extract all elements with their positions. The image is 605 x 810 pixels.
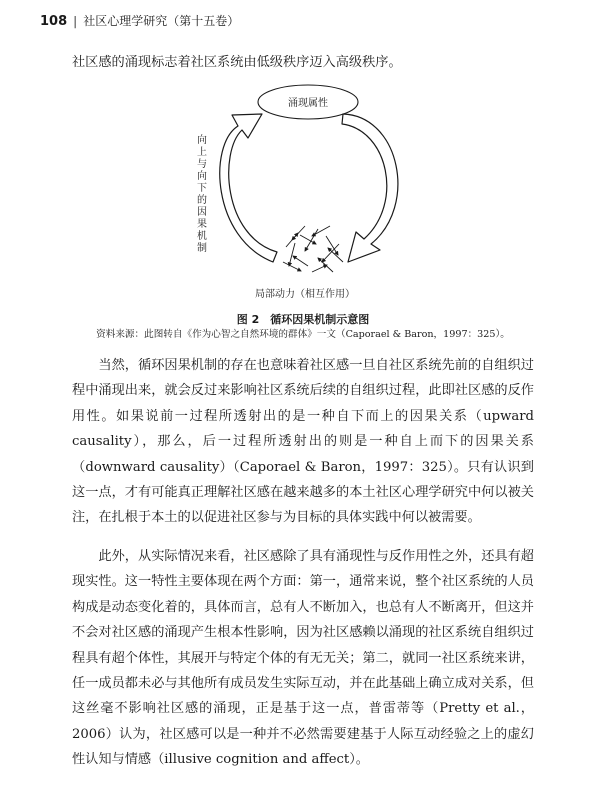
interaction-arrow — [305, 229, 318, 251]
left-upward-loop-arrow — [220, 114, 277, 262]
emergent-property-label: 涌现属性 — [288, 98, 328, 109]
interaction-arrow — [328, 248, 343, 262]
interaction-arrow — [312, 226, 330, 236]
side-label-char: 向 — [197, 135, 207, 146]
circular-causality-diagram — [0, 0, 605, 310]
local-interaction-arrows — [283, 226, 343, 272]
interaction-arrow — [312, 265, 327, 272]
interaction-arrow — [318, 258, 333, 272]
interaction-arrow — [283, 262, 301, 271]
side-label-char: 的 — [197, 195, 207, 206]
local-dynamics-label: 局部动力（相互作用） — [255, 289, 355, 300]
interaction-arrow — [293, 256, 308, 266]
interaction-arrow — [292, 226, 305, 240]
side-label-char: 上 — [197, 147, 207, 158]
vertical-side-label — [197, 133, 207, 254]
side-label-char: 与 — [197, 159, 207, 170]
page-number: 108 — [40, 14, 68, 29]
intro-line: 社区感的涌现标志着社区系统由低级秩序迈入高级秩序。 — [72, 55, 402, 70]
running-title: 社区心理学研究（第十五卷） — [83, 14, 240, 28]
side-label-char: 机 — [197, 231, 207, 242]
interaction-arrow — [289, 243, 295, 266]
figure-caption: 图 2 循环因果机制示意图 — [236, 313, 370, 326]
side-label-char: 制 — [197, 243, 207, 254]
side-label-char: 因 — [197, 207, 207, 218]
side-label-char: 下 — [197, 183, 207, 194]
side-label-char: 果 — [197, 219, 207, 230]
body-paragraph: 此外，从实际情况来看，社区感除了具有涌现性与反作用性之外，还具有超现实性。这一特性主要体现在两个方面：第一，通常来说，整个社区系统的人员构成是动态变化着的，具体而言，总有人不断加入，也总有人不断离开，但这并不会对社区感的涌现产生根本性影响，因为社区感赖以涌现的社区系统自组织过程具有超个体性，其展开与特定个体的有无无关；第二，就同一社区系统来讲，任一成员都未必与其他所有成员发生实际互动，并在此基础上确立成对关系，但这丝毫不影响社区感的涌现，正是基于这一点，普雷蒂等（Pretty et al.，2006）认为，社区感可以是一种并不必然需要建基于人际互动经验之上的虚幻性认知与情感（illusive cognition and affect）。 — [72, 549, 534, 768]
right-downward-loop-arrow — [342, 114, 398, 262]
body-paragraph: 当然，循环因果机制的存在也意味着社区感一旦自社区系统先前的自组织过程中涌现出来，就会反过来影响社区系统后续的自组织过程，此即社区感的反作用性。如果说前一过程所透射出的是一种自下而上的因果关系（upward causality），那么，后一过程所透射出的则是一种自上而下的因果关系（downward causality）（Caporael & Baron，1997：325）。只有认识到这一点，才有可能真正理解社区感在越来越多的本土社区心理学研究中何以被关注，在扎根于本土的以促进社区参与为目标的具体实践中何以被需要。 — [72, 358, 534, 526]
figure-source-note: 资料来源：此图转自《作为心智之自然环境的群体》一文（Caporael & Baron，1997：325）。 — [96, 329, 510, 340]
header-separator: | — [73, 14, 78, 28]
side-label-char: 向 — [197, 171, 207, 182]
